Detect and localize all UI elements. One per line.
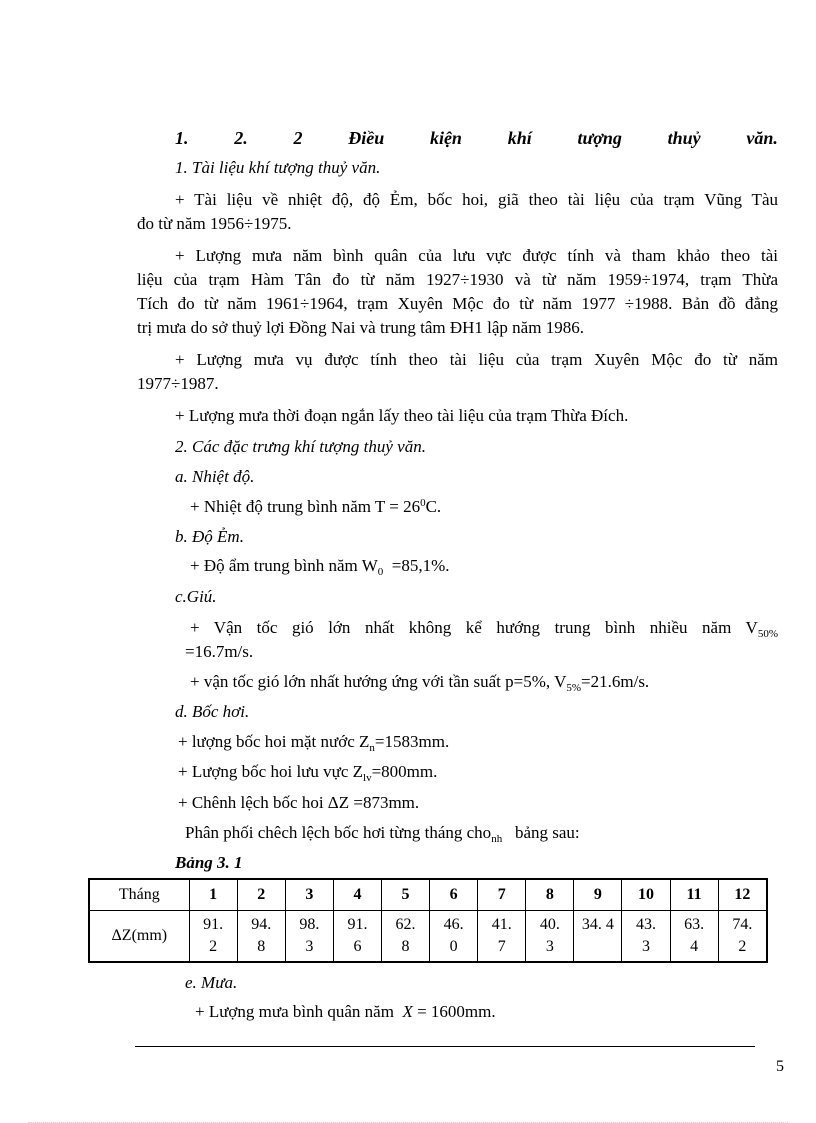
item-c-text-1: + Vận tốc gió lớn nhất không kể hướng trung bình nhiều năm $V_{50\%}$ <box>190 618 778 640</box>
value-line-1: 40. <box>539 916 560 933</box>
value-line-1: 74. <box>732 916 753 933</box>
item-b-title: b. Độ Ẻm. <box>175 527 244 546</box>
month-header: 2 <box>237 879 285 911</box>
month-header: 5 <box>382 879 430 911</box>
heading-word: 1. <box>175 128 189 148</box>
row-label: ΔZ(mm) <box>89 911 189 963</box>
paragraph-2-line-4: trị mưa do sở thuỷ lợi Đồng Nai và trung tâm ĐH1 lập năm 1986. <box>137 318 584 337</box>
value-line-2: 7 <box>497 938 506 955</box>
value-line-2: 3 <box>305 938 314 955</box>
month-header: 10 <box>622 879 670 911</box>
item-a-title: a. Nhiệt độ. <box>175 467 255 486</box>
paragraph-3-line-1: + Lượng mưa vụ được tính theo tài liệu của trạm Xuyên Mộc đo từ năm <box>175 350 778 369</box>
value-line-1: 41. <box>491 916 512 933</box>
month-value <box>189 911 237 963</box>
value-line-1: 34. 4 <box>581 916 614 933</box>
month-value <box>382 911 430 963</box>
heading-word: 2. <box>234 128 248 148</box>
month-header: 4 <box>333 879 381 911</box>
heading-word: khí <box>507 128 532 148</box>
value-line-2: 8 <box>257 938 266 955</box>
heading-word: tượng <box>577 128 622 148</box>
item-d-text-4: Phân phối chêch lệch bốc hơi từng tháng cho$_{nh}$ bảng sau: <box>185 823 580 845</box>
value-line-2: 4 <box>690 938 699 955</box>
evaporation-table <box>88 878 768 963</box>
paragraph-4: + Lượng mưa thời đoạn ngắn lấy theo tài liệu của trạm Thừa Đích. <box>175 406 629 425</box>
month-value <box>285 911 333 963</box>
table-header-row <box>89 879 767 911</box>
heading-word: kiện <box>429 128 462 148</box>
item-b-text: + Độ ẩm trung bình năm $W_0 =85,1\%$. <box>190 556 450 578</box>
value-line-2: 3 <box>545 938 554 955</box>
table-row <box>89 911 767 963</box>
item-e-title: e. Mưa. <box>185 973 238 992</box>
month-header: 1 <box>189 879 237 911</box>
paragraph-1-line-2: đo từ năm 1956÷1975. <box>137 214 292 233</box>
value-line-2: 0 <box>449 938 458 955</box>
month-value <box>237 911 285 963</box>
subsection-title-2: 2. Các đặc trưng khí tượng thuỷ văn. <box>175 437 426 456</box>
value-line-1: 94. <box>251 916 272 933</box>
value-line-1: 98. <box>299 916 320 933</box>
item-a-text: + Nhiệt độ trung bình năm $T = 26^0C$. <box>190 497 442 516</box>
item-e-text: + Lượng mưa bình quân năm X = 1600mm. <box>195 1002 496 1021</box>
paragraph-2-line-3: Tích đo từ năm 1961÷1964, trạm Xuyên Mộc đo từ năm 1977 ÷1988. Bản đồ đẳng <box>137 294 778 313</box>
month-value <box>718 911 767 963</box>
value-line-1: 46. <box>443 916 464 933</box>
item-d-title: d. Bốc hơi. <box>175 702 250 721</box>
value-line-2: 2 <box>738 938 747 955</box>
section-heading <box>175 126 778 150</box>
month-header: 12 <box>718 879 767 911</box>
month-value <box>622 911 670 963</box>
month-value <box>526 911 574 963</box>
month-header: 8 <box>526 879 574 911</box>
month-header: 7 <box>478 879 526 911</box>
value-line-2 <box>574 936 621 958</box>
month-value <box>574 911 622 963</box>
month-value <box>670 911 718 963</box>
page-number: 5 <box>776 1058 784 1075</box>
value-line-1: 43. <box>636 916 657 933</box>
item-d-text-3: + Chênh lệch bốc hoi ΔZ =873mm. <box>178 793 420 812</box>
month-value <box>333 911 381 963</box>
item-c-title: c.Giú. <box>175 587 217 606</box>
value-line-2: 3 <box>642 938 651 955</box>
month-value <box>430 911 478 963</box>
footer-divider <box>135 1046 755 1047</box>
table-caption: Bảng 3. 1 <box>175 853 243 872</box>
paragraph-3-line-2: 1977÷1987. <box>137 374 219 393</box>
month-header: 9 <box>574 879 622 911</box>
item-c-text-2: + vận tốc gió lớn nhất hướng ứng với tần suất p=5%, $V_{5\%}=21.6m/s$. <box>190 672 650 694</box>
heading-word: thuỷ <box>667 128 701 148</box>
paragraph-1-line-1: + Tài liệu về nhiệt độ, độ Ẻm, bốc hoi, giã theo tài liệu của trạm Vũng Tàu <box>175 190 778 209</box>
subsection-title-1: 1. Tài liệu khí tượng thuỷ văn. <box>175 158 381 177</box>
paragraph-2-line-1: + Lượng mưa năm bình quân của lưu vực được tính và tham khảo theo tài <box>175 246 778 265</box>
heading-word: 2 <box>293 128 303 148</box>
value-line-2: 6 <box>353 938 362 955</box>
item-c-text-1-cont: =16.7m/s. <box>185 642 254 661</box>
month-value <box>478 911 526 963</box>
value-line-1: 63. <box>684 916 705 933</box>
value-line-1: 91. <box>347 916 368 933</box>
value-line-2: 8 <box>401 938 410 955</box>
value-line-2: 2 <box>209 938 218 955</box>
header-label: Tháng <box>89 879 189 911</box>
item-d-text-2: + Lượng bốc hoi lưu vực $Z_{lv}=800mm$. <box>178 762 438 784</box>
value-line-1: 62. <box>395 916 416 933</box>
month-header: 3 <box>285 879 333 911</box>
value-line-1: 91. <box>203 916 224 933</box>
month-header: 11 <box>670 879 718 911</box>
month-header: 6 <box>430 879 478 911</box>
heading-word: Điều <box>348 128 385 148</box>
paragraph-2-line-2: liệu của trạm Hàm Tân đo từ năm 1927÷1930 và từ năm 1959÷1974, trạm Thừa <box>137 270 778 289</box>
item-d-text-1: + lượng bốc hoi mặt nước $Z_n=1583mm$. <box>178 732 450 754</box>
heading-word: văn. <box>746 128 778 148</box>
